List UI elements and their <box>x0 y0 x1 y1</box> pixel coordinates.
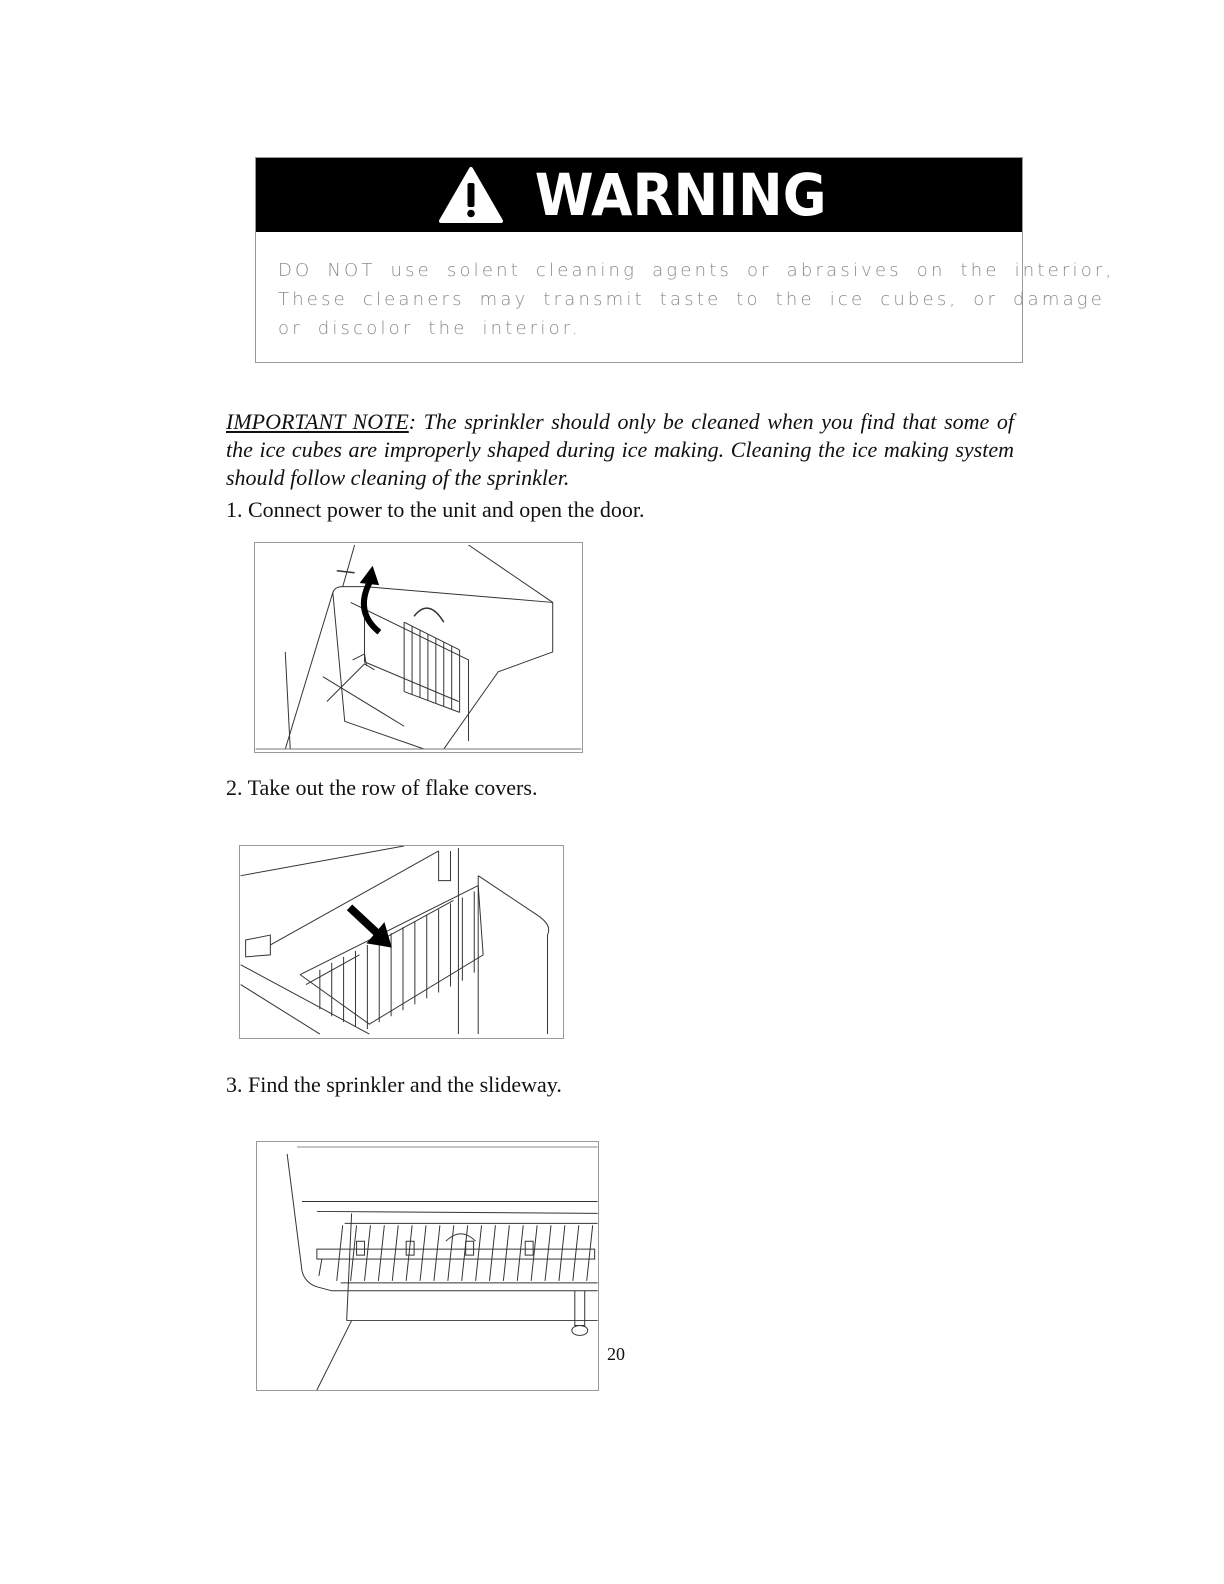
important-note <box>226 408 1014 492</box>
step-3-text: 3. Find the sprinkler and the slideway. <box>226 1072 562 1097</box>
page-number: 20 <box>607 1344 625 1364</box>
warning-line: DO NOT use solent cleaning agents or abrasives on the interior, <box>278 260 1115 281</box>
warning-header <box>256 158 1022 232</box>
important-note-label: IMPORTANT NOTE <box>226 409 409 434</box>
step-1-text: 1. Connect power to the unit and open the door. <box>226 497 645 522</box>
warning-line: or discolor the interior. <box>278 318 581 339</box>
open-door-illustration <box>255 543 582 752</box>
figure-sprinkler <box>256 1141 599 1391</box>
warning-line: These cleaners may transmit taste to the ice cubes, or damage <box>278 289 1106 310</box>
warning-title: WARNING <box>535 161 827 229</box>
important-note-text: : The sprinkler should only be cleaned when you find that some of the ice cubes are improperly shaped during ice making. Cleaning the ice making system should follow cleaning of the sprinkler. <box>226 409 1014 490</box>
figure-open-door <box>254 542 583 753</box>
warning-triangle-icon <box>438 166 504 224</box>
flake-covers-illustration <box>240 846 563 1038</box>
step-2-text: 2. Take out the row of flake covers. <box>226 775 538 800</box>
sprinkler-illustration <box>257 1142 598 1390</box>
warning-box <box>255 157 1115 363</box>
figure-flake-covers <box>239 845 564 1039</box>
warning-body <box>256 232 1115 343</box>
